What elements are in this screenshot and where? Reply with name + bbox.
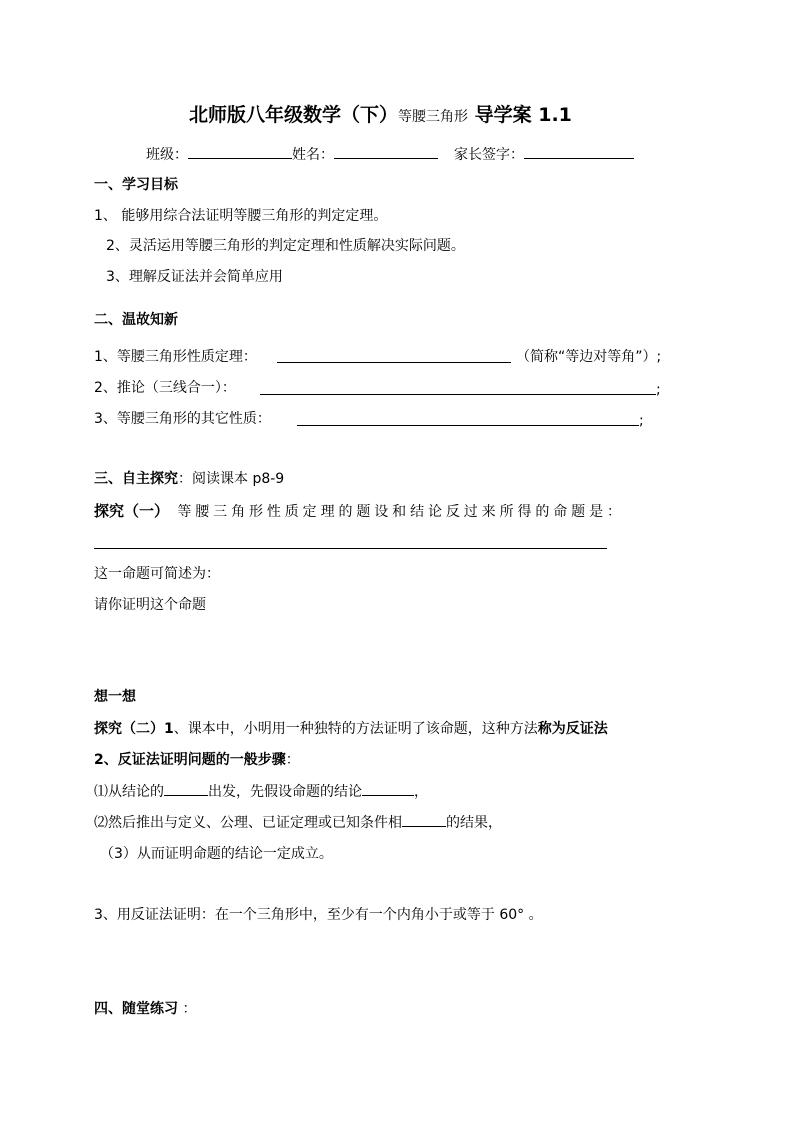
explore2-label: 探究（二）1 xyxy=(94,721,174,737)
explore2-text: 、课本中，小明用一种独特的方法证明了该命题，这种方法 xyxy=(173,721,538,737)
explore1-text: 等腰三角形性质定理的题设和结论反过来所得的命题是： xyxy=(169,504,625,520)
explore1-row xyxy=(94,501,625,522)
section1-heading: 一、学习目标 xyxy=(94,177,178,193)
step1-blank-2 xyxy=(362,781,414,796)
step1-blank-1 xyxy=(164,781,208,796)
name-label: 姓名： xyxy=(292,147,334,163)
review-item-1-label: 1、等腰三角形性质定理： xyxy=(94,349,257,365)
review-item-2-blank xyxy=(260,394,656,395)
section4-heading-row xyxy=(94,999,196,1019)
title-topic: 等腰三角形 xyxy=(398,109,469,125)
review-item-2-suffix: ; xyxy=(656,382,661,398)
review-item-3-label: 3、等腰三角形的其它性质： xyxy=(94,411,271,427)
explore1-label: 探究（一） xyxy=(94,502,170,520)
section3-heading: 三、自主探究 xyxy=(94,471,178,487)
class-blank xyxy=(188,144,292,159)
section3-heading-row xyxy=(94,469,284,489)
explore2-bold-end: 称为反证法 xyxy=(537,721,608,737)
step1-part-c: ， xyxy=(414,784,428,800)
section4-heading: 四、随堂练习 xyxy=(94,1001,178,1017)
review-item-2-label: 2、推论（三线合一）： xyxy=(94,380,236,396)
step1-part-a: ⑴从结论的 xyxy=(94,784,164,800)
review-item-1-blank xyxy=(277,362,511,363)
goal-item: 1、 能够用综合法证明等腰三角形的判定定理。 xyxy=(94,208,388,224)
prove-prompt: 请你证明这个命题 xyxy=(94,597,206,613)
review-item-3-blank xyxy=(297,425,639,426)
step3-row: （3）从而证明命题的结论一定成立。 xyxy=(100,846,333,862)
step2-row xyxy=(94,812,502,833)
review-item-3-suffix: ; xyxy=(639,413,644,429)
page-title xyxy=(189,102,572,130)
title-main: 北师版八年级数学（下） xyxy=(189,104,399,126)
explore2-row xyxy=(94,719,608,739)
step1-part-b: 出发，先假设命题的结论 xyxy=(208,784,362,800)
parent-blank xyxy=(524,144,634,159)
steps-heading-colon: ： xyxy=(285,752,300,768)
step1-row xyxy=(94,781,428,802)
section2-heading: 二、温故知新 xyxy=(94,312,178,328)
step2-blank xyxy=(402,812,446,827)
goal-item: 3、理解反证法并会简单应用 xyxy=(106,269,283,285)
steps-heading: 2、反证法证明问题的一般步骤 xyxy=(94,752,286,768)
section3-colon: ： xyxy=(178,471,192,487)
steps-heading-row xyxy=(94,750,300,770)
explore1-answer-blank xyxy=(94,548,607,549)
question-3: 3、用反证法证明：在一个三角形中，至少有一个内角小于或等于 60° 。 xyxy=(94,907,543,923)
section3-reading: 阅读课本 p8-9 xyxy=(192,471,285,487)
name-blank xyxy=(334,144,438,159)
section4-suffix: ： xyxy=(178,1001,197,1017)
step2-part-a: ⑵然后推出与定义、公理、已证定理或已知条件相 xyxy=(94,815,402,831)
goal-item: 2、灵活运用等腰三角形的判定定理和性质解决实际问题。 xyxy=(106,238,465,254)
review-item-1-suffix: （简称“等边对等角”）; xyxy=(516,349,662,365)
parent-label: 家长签字： xyxy=(454,147,524,163)
info-row xyxy=(146,144,634,165)
restate-prompt: 这一命题可简述为： xyxy=(94,566,220,582)
step2-part-b: 的结果， xyxy=(446,815,502,831)
class-label: 班级： xyxy=(146,147,188,163)
title-suffix: 导学案 1.1 xyxy=(468,104,572,126)
think-heading: 想一想 xyxy=(94,689,136,705)
